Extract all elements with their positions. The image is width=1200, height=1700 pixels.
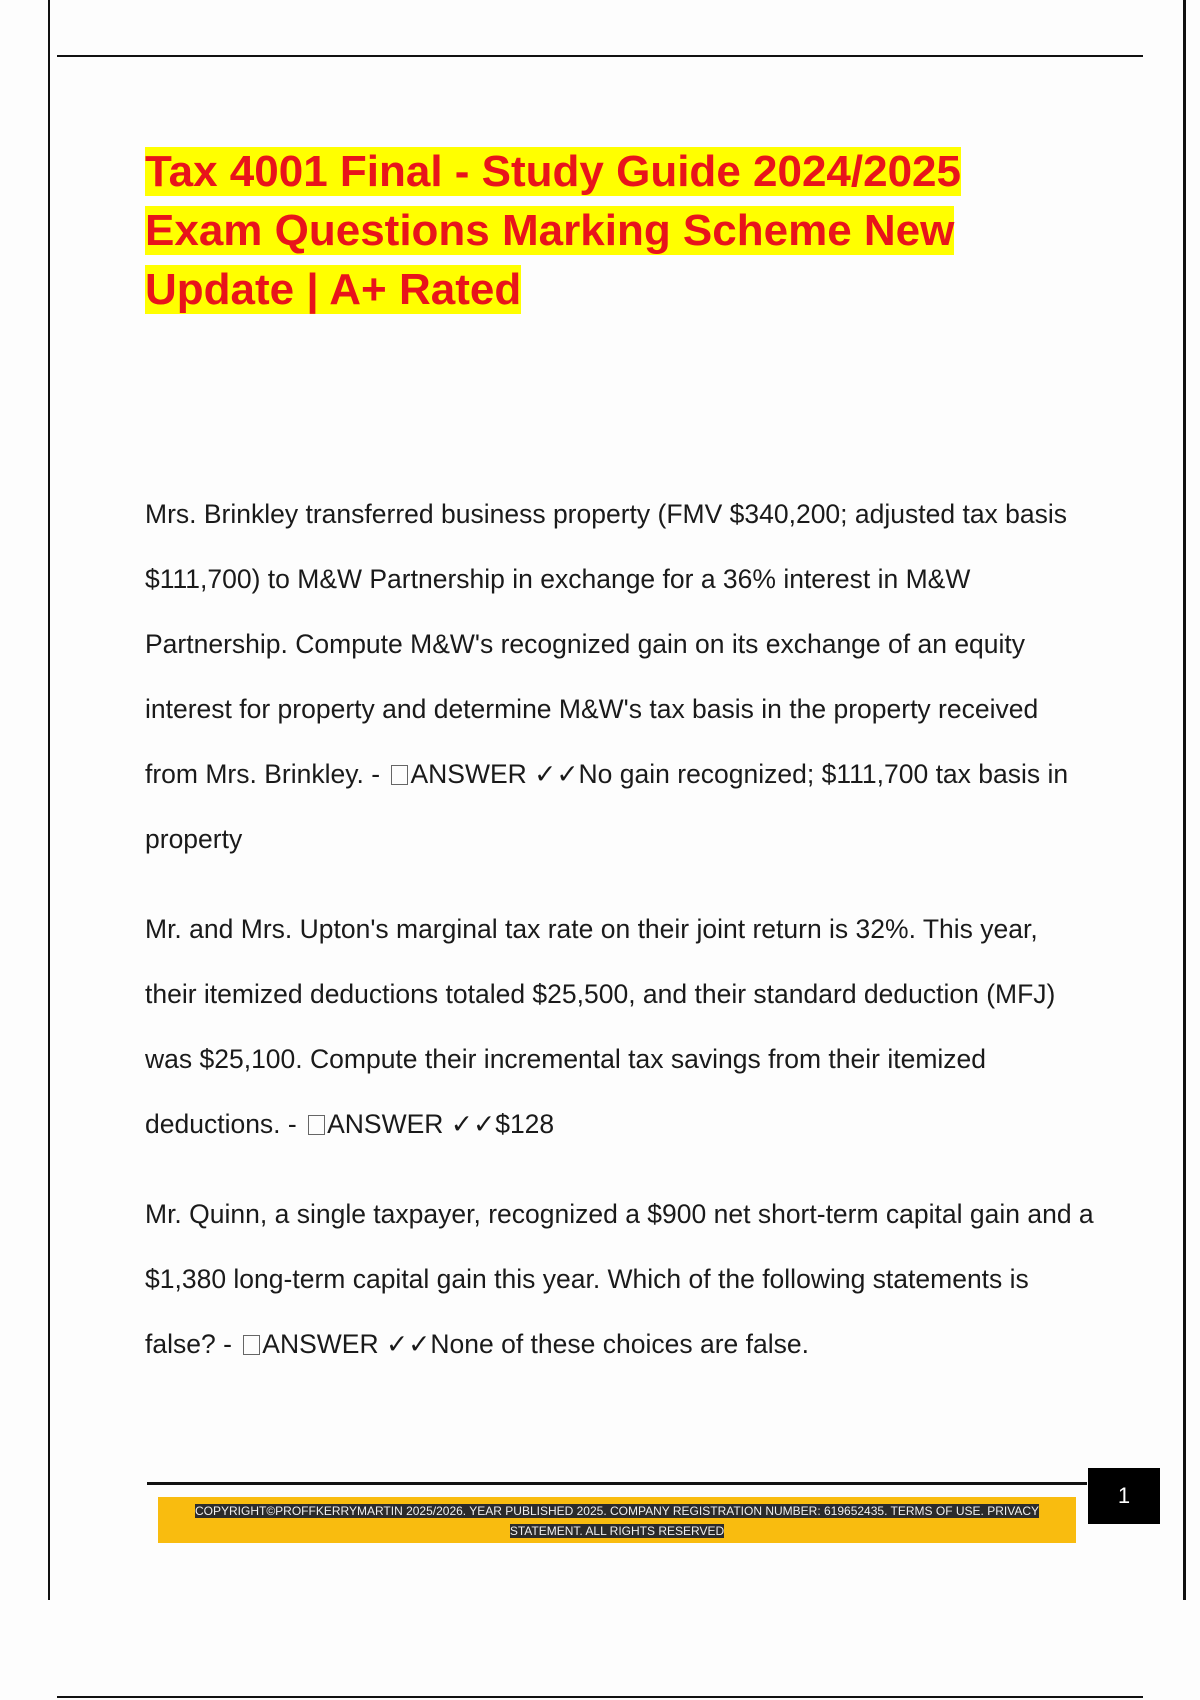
qa-item-2: Mr. and Mrs. Upton's marginal tax rate on their joint return is 32%. This year, their itemized deductions totaled $25,500, and their standard deduction (MFJ) was $25,100. Compute their incremental tax savings from their itemized deductions. - ANSWER ✓✓$128	[145, 914, 1056, 1139]
footer-rule	[147, 1482, 1087, 1485]
checkbox-glyph-icon	[243, 1335, 260, 1355]
page-right-border	[1183, 0, 1186, 1600]
document-title: Tax 4001 Final - Study Guide 2024/2025 Exam Questions Marking Scheme New Update | A+ Rated	[145, 147, 961, 314]
header-rule	[57, 55, 1143, 57]
bottom-rule	[57, 1696, 1143, 1698]
qa-item-1: Mrs. Brinkley transferred business property (FMV $340,200; adjusted tax basis $111,700) to M&W Partnership in exchange for a 36% interest in M&W Partnership. Compute M&W's recognized gain on its exchange of an equity interest for property and determine M&W's tax basis in the property received from Mrs. Brinkley. - ANSWER ✓✓No gain recognized; $111,700 tax basis in property	[145, 499, 1069, 854]
qa-item-3: Mr. Quinn, a single taxpayer, recognized a $900 net short-term capital gain and a $1,380 long-term capital gain this year. Which of the following statements is false? - ANSWER ✓✓None of these choices are false.	[145, 1199, 1094, 1359]
checkbox-glyph-icon	[391, 765, 408, 785]
checkbox-glyph-icon	[308, 1115, 325, 1135]
page-number: 1	[1088, 1468, 1160, 1524]
page-left-border	[48, 0, 50, 1600]
copyright-notice: COPYRIGHT©PROFFKERRYMARTIN 2025/2026. YEAR PUBLISHED 2025. COMPANY REGISTRATION NUMBER: 619652435. TERMS OF USE. PRIVACY STATEMENT. ALL RIGHTS RESERVED	[195, 1504, 1039, 1538]
